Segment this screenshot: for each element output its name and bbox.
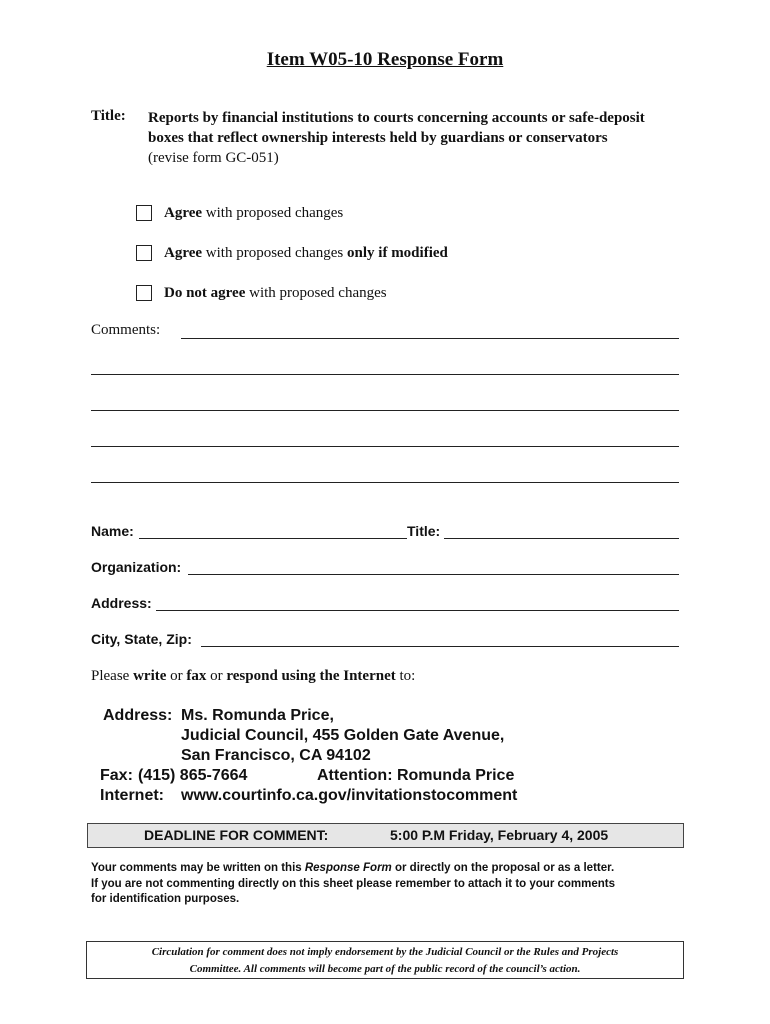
agree-if-modified-bold2: only if modified: [347, 245, 448, 261]
contact-address-line-3: San Francisco, CA 94102: [181, 747, 371, 764]
city-state-zip-line[interactable]: [201, 646, 679, 647]
note-line-3: for identification purposes.: [91, 893, 240, 905]
organization-label: Organization:: [91, 559, 182, 575]
instr-p1: Please: [91, 668, 134, 684]
do-not-agree-option-label: [164, 285, 387, 302]
page-title: Item W05-10 Response Form: [266, 49, 504, 70]
field-title-label: Title:: [407, 523, 441, 539]
title-text: [148, 108, 648, 168]
organization-line[interactable]: [188, 574, 679, 575]
instr-internet: respond using the Internet: [226, 668, 396, 684]
circulation-line-2: Committee. All comments will become part of the public record of the council’s action.: [189, 962, 581, 975]
contact-address-line-1: Ms. Romunda Price,: [181, 707, 334, 724]
comments-line-5[interactable]: [91, 482, 679, 483]
agree-if-modified-text: with proposed changes: [202, 245, 348, 261]
do-not-agree-text: with proposed changes: [245, 285, 387, 301]
address-label: Address:: [91, 595, 152, 611]
name-line[interactable]: [139, 538, 407, 539]
comments-label: Comments:: [91, 322, 161, 338]
contact-address-line-2: Judicial Council, 455 Golden Gate Avenue,: [181, 727, 505, 744]
instr-fax: fax: [186, 668, 207, 684]
instr-write: write: [133, 668, 167, 684]
title-rest: (revise form GC-051): [148, 150, 279, 166]
instr-p4: to:: [395, 668, 416, 684]
contact-internet-label: Internet:: [100, 787, 164, 804]
agree-bold: Agree: [164, 205, 203, 221]
do-not-agree-checkbox[interactable]: [136, 285, 152, 301]
instr-p3: or: [206, 668, 227, 684]
agree-if-modified-checkbox[interactable]: [136, 245, 152, 261]
title-bold: Reports by financial institutions to courts concerning accounts or safe-deposit boxes that reflect ownership interests held by guardians or conservators: [148, 110, 645, 146]
field-title-line[interactable]: [444, 538, 679, 539]
address-line[interactable]: [156, 610, 679, 611]
contact-address-label: Address:: [103, 707, 173, 724]
note-line-1: [91, 861, 691, 877]
instr-p2: or: [166, 668, 187, 684]
submission-instructions: [91, 668, 415, 685]
agree-if-modified-bold: Agree: [164, 245, 203, 261]
note-line-2: If you are not commenting directly on this sheet please remember to attach it to your comments: [91, 878, 616, 890]
deadline-label: DEADLINE FOR COMMENT:: [144, 827, 329, 843]
do-not-agree-bold: Do not agree: [164, 285, 246, 301]
note-p1: Your comments may be written on this: [91, 862, 305, 874]
circulation-notice: [86, 941, 684, 979]
circulation-line-1: Circulation for comment does not imply endorsement by the Judicial Council or the Rules and Projects: [151, 946, 619, 958]
city-state-zip-label: City, State, Zip:: [91, 631, 192, 647]
note-italic: Response Form: [304, 862, 392, 874]
comments-line-3[interactable]: [91, 410, 679, 411]
note-p2: or directly on the proposal or as a letter.: [391, 862, 615, 874]
agree-text: with proposed changes: [202, 205, 344, 221]
agree-option-label: [164, 205, 343, 222]
contact-internet-url[interactable]: www.courtinfo.ca.gov/invitationstocomment: [181, 787, 518, 804]
comments-line-1[interactable]: [181, 338, 679, 339]
contact-attention: Attention: Romunda Price: [317, 767, 515, 784]
contact-fax-number: (415) 865-7664: [138, 767, 248, 784]
contact-fax-label: Fax:: [100, 767, 133, 784]
comments-line-4[interactable]: [91, 446, 679, 447]
agree-checkbox[interactable]: [136, 205, 152, 221]
deadline-value: 5:00 P.M Friday, February 4, 2005: [390, 827, 609, 843]
name-label: Name:: [91, 523, 134, 539]
agree-if-modified-option-label: [164, 245, 448, 262]
deadline-box: [87, 823, 684, 848]
title-label: Title:: [91, 108, 126, 124]
comments-line-2[interactable]: [91, 374, 679, 375]
